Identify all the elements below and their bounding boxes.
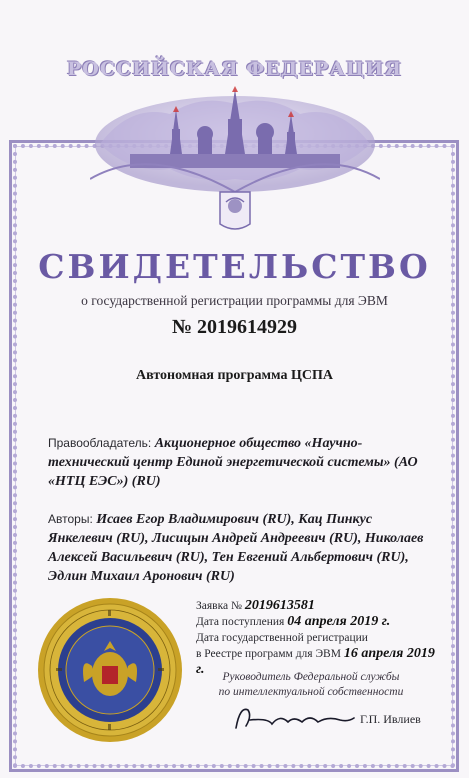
received-date: 04 апреля 2019 г. xyxy=(287,614,391,629)
certificate-title: СВИДЕТЕЛЬСТВО xyxy=(38,247,431,286)
application-number: 2019613581 xyxy=(244,598,315,613)
registration-label-line1: Дата государственной регистрации xyxy=(196,632,368,644)
kremlin-emblem-icon xyxy=(90,84,380,234)
signer-name: Г.П. Ивлиев xyxy=(360,712,421,726)
application-details xyxy=(196,598,446,678)
program-name: Автономная программа ЦСПА xyxy=(136,368,333,383)
official-seal-icon xyxy=(36,596,184,744)
authors-block xyxy=(48,510,433,586)
received-label: Дата поступления xyxy=(196,616,285,628)
certificate-subtitle: о государственной регистрации программы для ЭВМ xyxy=(81,293,388,308)
signature-icon xyxy=(228,700,358,736)
authors-label: Авторы: xyxy=(48,512,93,526)
leader-title-line2: по интеллектуальной собственности xyxy=(218,686,404,698)
registration-label-line2: в Реестре программ для ЭВМ xyxy=(196,648,341,660)
country-header: РОССИЙСКАЯ ФЕДЕРАЦИЯ xyxy=(67,58,402,80)
authors-value: Исаев Егор Владимирович (RU), Кац Пинкус Янкелевич (RU), Лисицын Андрей Андреевич (RU), Николаев Алексей Васильевич (RU), Тен Евгений Альбертович (RU), Эдлин Михаил Аронович (RU) xyxy=(48,512,424,584)
rights-holder-block xyxy=(48,434,433,491)
rights-holder-label: Правообладатель: xyxy=(48,436,152,450)
leader-title xyxy=(196,670,426,700)
certificate-number: № 2019614929 xyxy=(171,316,298,338)
received-row xyxy=(196,614,446,630)
leader-title-line1: Руководитель Федеральной службы xyxy=(222,671,400,683)
registration-date: 16 апреля 2019 г. xyxy=(196,646,435,677)
application-label: Заявка № xyxy=(196,600,242,612)
application-row xyxy=(196,598,446,614)
rights-holder-value: Акционерное общество «Научно-технический центр Единой энергетической системы» (АО «НТЦ ЕЭС») (RU) xyxy=(48,436,418,489)
